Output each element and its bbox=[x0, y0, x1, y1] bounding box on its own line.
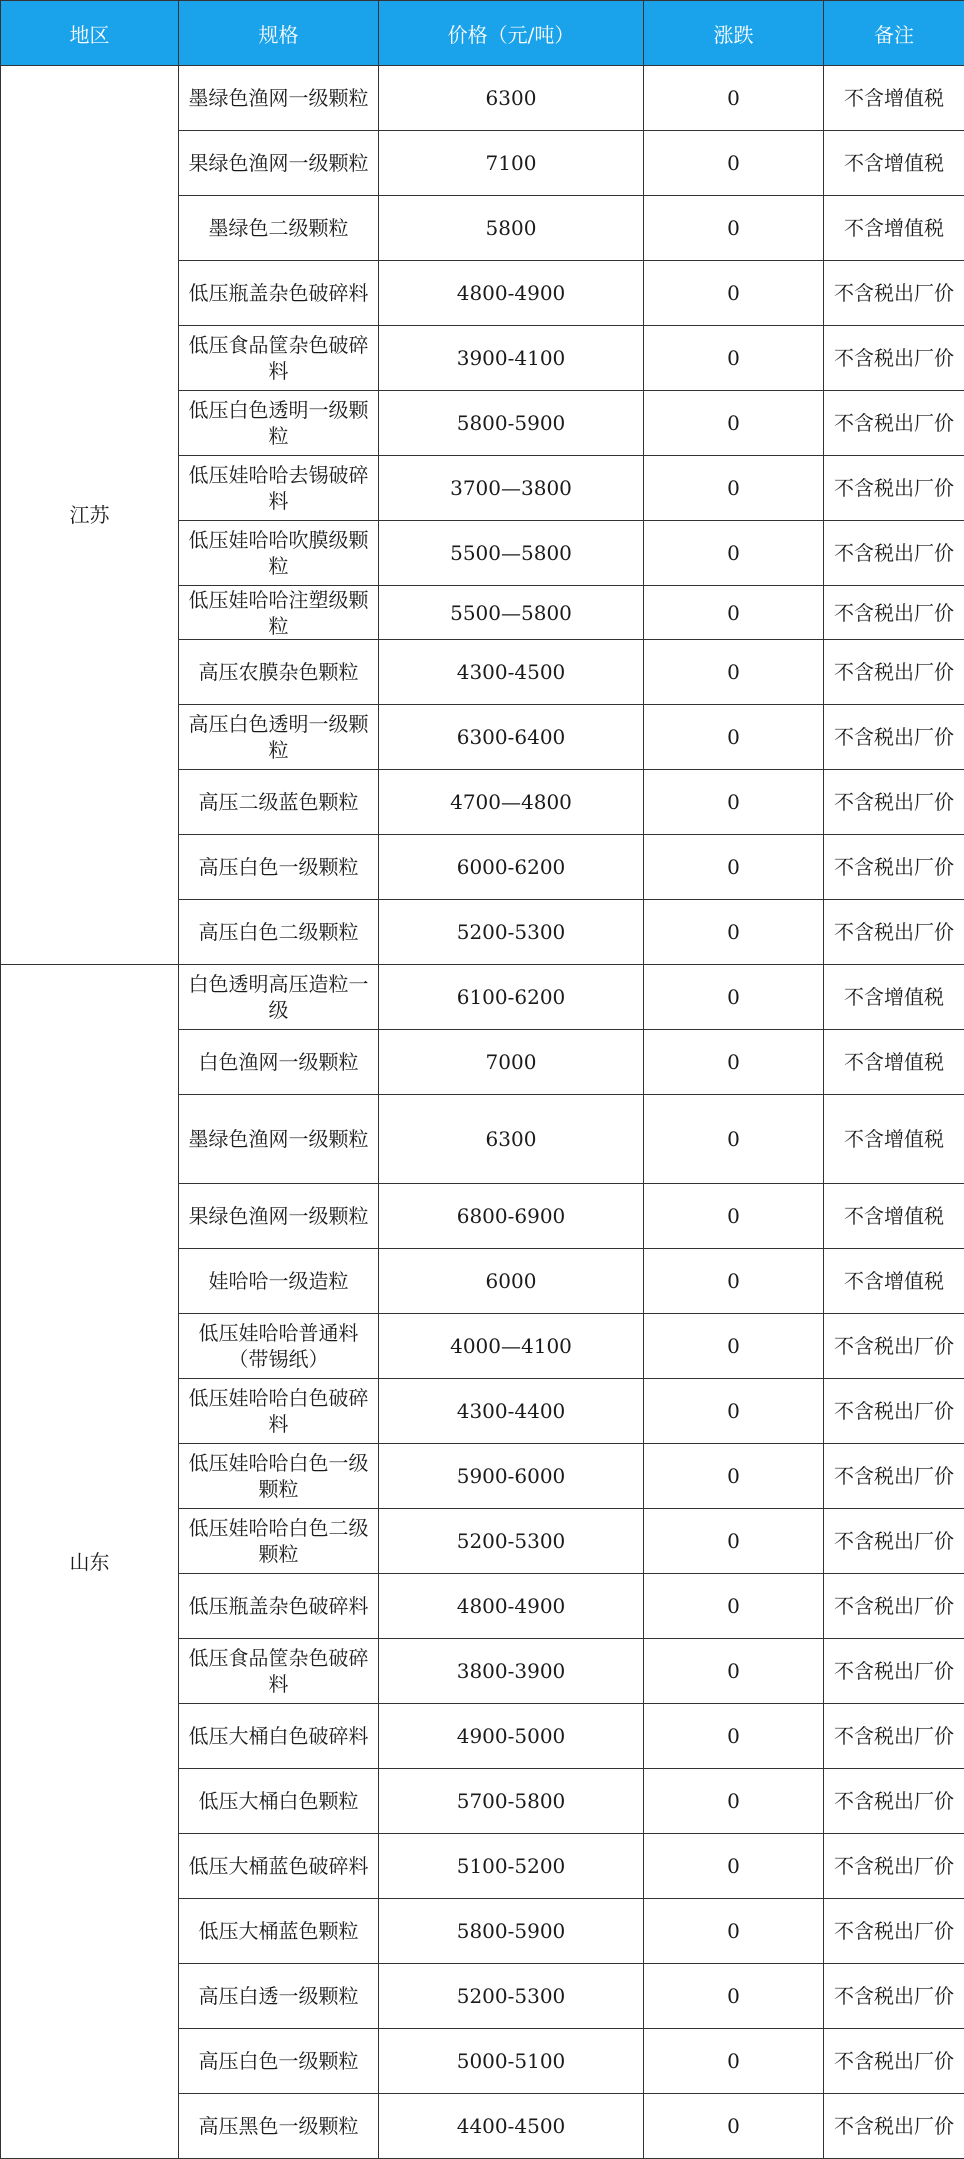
price-cell: 5100-5200 bbox=[379, 1834, 644, 1899]
price-cell: 4400-4500 bbox=[379, 2094, 644, 2159]
spec-cell: 高压白色一级颗粒 bbox=[179, 835, 379, 900]
spec-cell: 低压瓶盖杂色破碎料 bbox=[179, 261, 379, 326]
change-cell: 0 bbox=[644, 1639, 824, 1704]
table-header bbox=[1, 1, 964, 66]
change-cell: 0 bbox=[644, 456, 824, 521]
price-cell: 6000 bbox=[379, 1249, 644, 1314]
change-cell: 0 bbox=[644, 1444, 824, 1509]
spec-cell: 低压大桶白色破碎料 bbox=[179, 1704, 379, 1769]
change-cell: 0 bbox=[644, 835, 824, 900]
note-cell: 不含税出厂价 bbox=[824, 326, 964, 391]
header-change: 涨跌 bbox=[644, 1, 824, 66]
header-price: 价格（元/吨） bbox=[379, 1, 644, 66]
spec-cell: 低压大桶白色颗粒 bbox=[179, 1769, 379, 1834]
note-cell: 不含增值税 bbox=[824, 1184, 964, 1249]
price-cell: 4900-5000 bbox=[379, 1704, 644, 1769]
note-cell: 不含税出厂价 bbox=[824, 1899, 964, 1964]
note-cell: 不含税出厂价 bbox=[824, 1639, 964, 1704]
note-cell: 不含税出厂价 bbox=[824, 1574, 964, 1639]
spec-cell: 果绿色渔网一级颗粒 bbox=[179, 1184, 379, 1249]
spec-cell: 低压娃哈哈普通料（带锡纸） bbox=[179, 1314, 379, 1379]
note-cell: 不含税出厂价 bbox=[824, 2029, 964, 2094]
spec-cell: 低压瓶盖杂色破碎料 bbox=[179, 1574, 379, 1639]
price-cell: 4800-4900 bbox=[379, 1574, 644, 1639]
spec-cell: 低压食品筐杂色破碎料 bbox=[179, 1639, 379, 1704]
change-cell: 0 bbox=[644, 1704, 824, 1769]
note-cell: 不含增值税 bbox=[824, 965, 964, 1030]
price-cell: 4300-4400 bbox=[379, 1379, 644, 1444]
price-cell: 4300-4500 bbox=[379, 640, 644, 705]
change-cell: 0 bbox=[644, 2094, 824, 2159]
spec-cell: 高压二级蓝色颗粒 bbox=[179, 770, 379, 835]
note-cell: 不含税出厂价 bbox=[824, 1509, 964, 1574]
spec-cell: 低压娃哈哈白色二级颗粒 bbox=[179, 1509, 379, 1574]
change-cell: 0 bbox=[644, 1379, 824, 1444]
price-cell: 6300 bbox=[379, 66, 644, 131]
change-cell: 0 bbox=[644, 1769, 824, 1834]
spec-cell: 高压白色透明一级颗粒 bbox=[179, 705, 379, 770]
change-cell: 0 bbox=[644, 1899, 824, 1964]
spec-cell: 低压娃哈哈白色一级颗粒 bbox=[179, 1444, 379, 1509]
note-cell: 不含税出厂价 bbox=[824, 1444, 964, 1509]
header-region: 地区 bbox=[1, 1, 179, 66]
note-cell: 不含增值税 bbox=[824, 196, 964, 261]
change-cell: 0 bbox=[644, 586, 824, 640]
price-cell: 5800-5900 bbox=[379, 391, 644, 456]
note-cell: 不含税出厂价 bbox=[824, 456, 964, 521]
price-cell: 3700—3800 bbox=[379, 456, 644, 521]
spec-cell: 高压白色一级颗粒 bbox=[179, 2029, 379, 2094]
change-cell: 0 bbox=[644, 900, 824, 965]
change-cell: 0 bbox=[644, 1964, 824, 2029]
note-cell: 不含税出厂价 bbox=[824, 770, 964, 835]
note-cell: 不含税出厂价 bbox=[824, 521, 964, 586]
price-cell: 6100-6200 bbox=[379, 965, 644, 1030]
header-spec: 规格 bbox=[179, 1, 379, 66]
change-cell: 0 bbox=[644, 391, 824, 456]
header-row bbox=[1, 1, 964, 66]
note-cell: 不含税出厂价 bbox=[824, 586, 964, 640]
price-cell: 5800 bbox=[379, 196, 644, 261]
price-cell: 5700-5800 bbox=[379, 1769, 644, 1834]
spec-cell: 低压娃哈哈吹膜级颗粒 bbox=[179, 521, 379, 586]
table-row bbox=[1, 965, 964, 1030]
change-cell: 0 bbox=[644, 705, 824, 770]
note-cell: 不含税出厂价 bbox=[824, 1379, 964, 1444]
spec-cell: 低压食品筐杂色破碎料 bbox=[179, 326, 379, 391]
price-cell: 7100 bbox=[379, 131, 644, 196]
spec-cell: 高压白透一级颗粒 bbox=[179, 1964, 379, 2029]
price-cell: 6300 bbox=[379, 1095, 644, 1184]
note-cell: 不含税出厂价 bbox=[824, 391, 964, 456]
spec-cell: 低压娃哈哈去锡破碎料 bbox=[179, 456, 379, 521]
change-cell: 0 bbox=[644, 261, 824, 326]
change-cell: 0 bbox=[644, 1095, 824, 1184]
spec-cell: 墨绿色二级颗粒 bbox=[179, 196, 379, 261]
change-cell: 0 bbox=[644, 326, 824, 391]
spec-cell: 高压黑色一级颗粒 bbox=[179, 2094, 379, 2159]
change-cell: 0 bbox=[644, 66, 824, 131]
note-cell: 不含税出厂价 bbox=[824, 835, 964, 900]
note-cell: 不含税出厂价 bbox=[824, 900, 964, 965]
change-cell: 0 bbox=[644, 1574, 824, 1639]
change-cell: 0 bbox=[644, 2029, 824, 2094]
change-cell: 0 bbox=[644, 640, 824, 705]
spec-cell: 白色透明高压造粒一级 bbox=[179, 965, 379, 1030]
spec-cell: 低压娃哈哈注塑级颗粒 bbox=[179, 586, 379, 640]
note-cell: 不含增值税 bbox=[824, 131, 964, 196]
region-cell: 江苏 bbox=[1, 66, 179, 965]
spec-cell: 低压大桶蓝色破碎料 bbox=[179, 1834, 379, 1899]
note-cell: 不含增值税 bbox=[824, 1249, 964, 1314]
header-note: 备注 bbox=[824, 1, 964, 66]
spec-cell: 墨绿色渔网一级颗粒 bbox=[179, 1095, 379, 1184]
note-cell: 不含税出厂价 bbox=[824, 1834, 964, 1899]
price-cell: 5500—5800 bbox=[379, 586, 644, 640]
price-cell: 6000-6200 bbox=[379, 835, 644, 900]
change-cell: 0 bbox=[644, 1249, 824, 1314]
region-cell: 山东 bbox=[1, 965, 179, 2159]
price-cell: 4700—4800 bbox=[379, 770, 644, 835]
spec-cell: 高压农膜杂色颗粒 bbox=[179, 640, 379, 705]
note-cell: 不含税出厂价 bbox=[824, 1769, 964, 1834]
price-cell: 7000 bbox=[379, 1030, 644, 1095]
table-body bbox=[1, 66, 964, 2159]
spec-cell: 低压白色透明一级颗粒 bbox=[179, 391, 379, 456]
table-row bbox=[1, 66, 964, 131]
spec-cell: 白色渔网一级颗粒 bbox=[179, 1030, 379, 1095]
note-cell: 不含税出厂价 bbox=[824, 705, 964, 770]
note-cell: 不含税出厂价 bbox=[824, 640, 964, 705]
spec-cell: 果绿色渔网一级颗粒 bbox=[179, 131, 379, 196]
price-cell: 5200-5300 bbox=[379, 1509, 644, 1574]
change-cell: 0 bbox=[644, 1314, 824, 1379]
price-cell: 5500—5800 bbox=[379, 521, 644, 586]
change-cell: 0 bbox=[644, 770, 824, 835]
note-cell: 不含增值税 bbox=[824, 1095, 964, 1184]
change-cell: 0 bbox=[644, 1509, 824, 1574]
change-cell: 0 bbox=[644, 131, 824, 196]
price-cell: 5000-5100 bbox=[379, 2029, 644, 2094]
change-cell: 0 bbox=[644, 1184, 824, 1249]
price-cell: 4000—4100 bbox=[379, 1314, 644, 1379]
note-cell: 不含增值税 bbox=[824, 66, 964, 131]
price-cell: 4800-4900 bbox=[379, 261, 644, 326]
price-cell: 5200-5300 bbox=[379, 1964, 644, 2029]
price-cell: 3800-3900 bbox=[379, 1639, 644, 1704]
note-cell: 不含税出厂价 bbox=[824, 261, 964, 326]
spec-cell: 低压大桶蓝色颗粒 bbox=[179, 1899, 379, 1964]
price-cell: 5800-5900 bbox=[379, 1899, 644, 1964]
spec-cell: 墨绿色渔网一级颗粒 bbox=[179, 66, 379, 131]
note-cell: 不含增值税 bbox=[824, 1030, 964, 1095]
spec-cell: 低压娃哈哈白色破碎料 bbox=[179, 1379, 379, 1444]
note-cell: 不含税出厂价 bbox=[824, 1704, 964, 1769]
note-cell: 不含税出厂价 bbox=[824, 2094, 964, 2159]
price-cell: 6800-6900 bbox=[379, 1184, 644, 1249]
price-cell: 6300-6400 bbox=[379, 705, 644, 770]
spec-cell: 娃哈哈一级造粒 bbox=[179, 1249, 379, 1314]
change-cell: 0 bbox=[644, 1834, 824, 1899]
change-cell: 0 bbox=[644, 196, 824, 261]
change-cell: 0 bbox=[644, 521, 824, 586]
change-cell: 0 bbox=[644, 965, 824, 1030]
note-cell: 不含税出厂价 bbox=[824, 1314, 964, 1379]
spec-cell: 高压白色二级颗粒 bbox=[179, 900, 379, 965]
change-cell: 0 bbox=[644, 1030, 824, 1095]
price-cell: 5900-6000 bbox=[379, 1444, 644, 1509]
price-cell: 3900-4100 bbox=[379, 326, 644, 391]
price-cell: 5200-5300 bbox=[379, 900, 644, 965]
note-cell: 不含税出厂价 bbox=[824, 1964, 964, 2029]
